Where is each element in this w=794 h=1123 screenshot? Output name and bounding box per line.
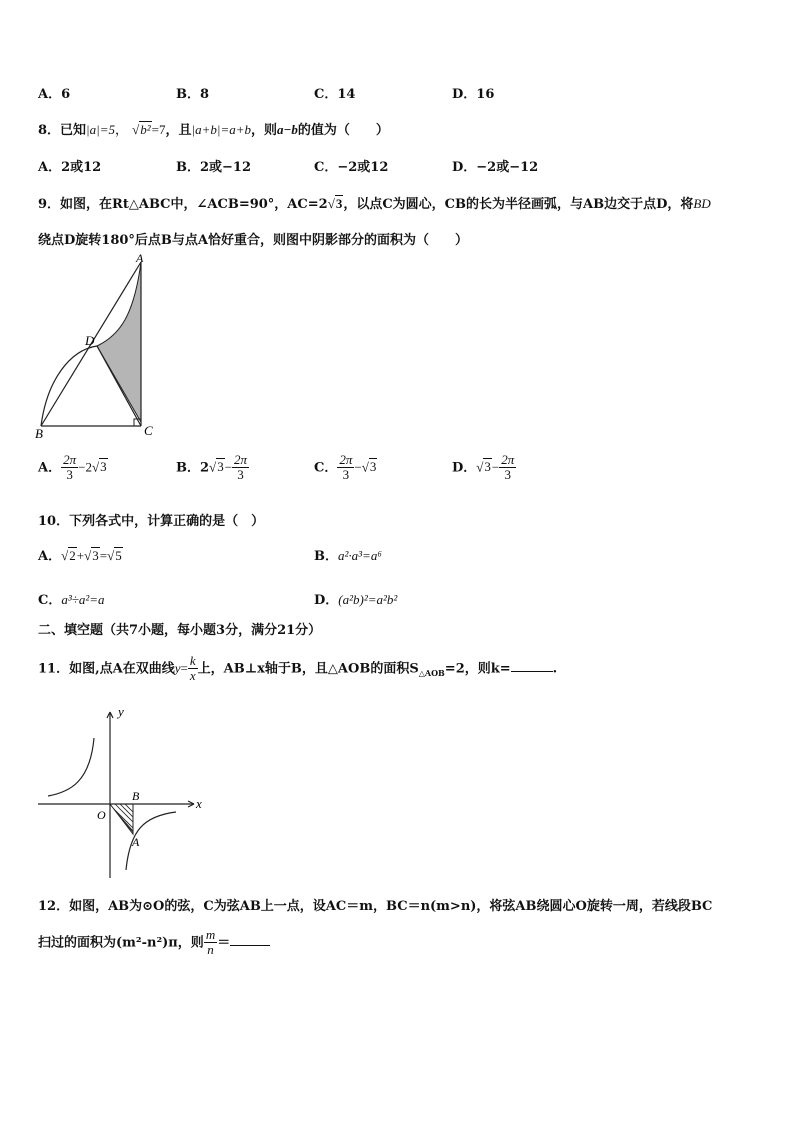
q10-option-b: B．a²·a³=a⁶	[314, 548, 382, 564]
q8-option-c: C．−2或12	[314, 160, 389, 175]
q12-stem-line1: 12．如图，AB为⊙O的弦，C为弦AB上一点，设AC＝m，BC＝n(m>n)，将弦AB绕圆心O旋转一周，若线段BC	[38, 899, 713, 914]
q11-stem: 11．如图,点A在双曲线y= $\frac{k}{x}$ 上，AB⊥x轴于B，且△AOB的面积$S_{\triangle AOB}=2$，则k= .	[38, 653, 558, 684]
q8-option-b: B．2或−12	[176, 160, 252, 175]
q7-option-d: D．16	[452, 87, 495, 102]
q9-option-c: C． $\frac{2\pi}{3}$ −√3	[314, 452, 377, 483]
q9-line1b: ，以点C为圆心，CB的	[343, 197, 480, 212]
q8-eq7: =7	[151, 122, 166, 137]
q8-root: b²	[140, 122, 151, 137]
q9-option-d: D．√3− $\frac{2\pi}{3}$	[452, 452, 515, 483]
q8-option-a: A．2或12	[38, 160, 102, 175]
q7-option-c: C．14	[314, 87, 356, 102]
q10-option-a: A．√2+√3=√5	[38, 548, 122, 564]
q10-option-d: D．(a²b)²=a²b²	[314, 592, 398, 608]
q12-answer-blank[interactable]	[230, 933, 270, 946]
q9-shaded-region	[97, 262, 141, 422]
q11-label-y: y	[118, 704, 124, 719]
q11-hyperbola-branch-left	[48, 738, 94, 796]
q7-option-a: A．6	[38, 87, 71, 102]
q8-rest: =a+b	[220, 122, 251, 137]
q8-sep: ，	[114, 123, 128, 138]
q9-label-d: D	[85, 333, 95, 348]
q8-mid: ，且	[165, 123, 192, 138]
q9-option-a: A． $\frac{2\pi}{3}$ −2√3	[38, 452, 107, 483]
q8-tail: ，则	[251, 123, 278, 138]
section-fill-in-heading: 二、填空题（共7小题，每小题3分，满分21分）	[38, 623, 322, 638]
q8-option-d: D．−2或−12	[452, 160, 539, 175]
q9-line1a: 9．如图，在Rt△ABC中，∠ACB=90°，AC=2	[38, 197, 328, 212]
q7-option-b: B．8	[176, 87, 210, 102]
q10-option-c: C．a³÷a²=a	[38, 592, 105, 608]
q8-stem: 8．已知|a|=5， √b²=7，且|a+b|=a+b，则a−b的值为（ ）	[38, 122, 389, 138]
q8-abs-a: |a|=5	[86, 122, 115, 137]
q9-stem-line1: 9．如图，在Rt△ABC中，∠ACB=90°，AC=2√3，以点C为圆心，CB的长为半径画弧，与AB边交于点D，将BD	[38, 196, 711, 212]
q9-option-b: B．2√3− $\frac{2\pi}{3}$	[176, 452, 248, 483]
q11-hatching	[114, 804, 133, 832]
q9-arc-bd-curve	[41, 346, 97, 426]
q9-stem-line2: 绕点D旋转180°后点B与点A恰好重合，则图中阴影部分的面积为（ ）	[38, 233, 468, 248]
q8-end: 的值为（ ）	[297, 123, 389, 138]
q11-label-o: O	[97, 808, 106, 822]
q9-label-a: A	[136, 251, 144, 265]
q9-label-c: C	[144, 423, 153, 438]
q9-label-b: B	[35, 426, 43, 440]
q11-answer-blank[interactable]	[511, 659, 553, 672]
q11-label-a: A	[132, 835, 140, 849]
q11-label-b: B	[132, 789, 140, 803]
q12-stem-line2: 扫过的面积为(m²-n²)π，则 $\frac{m}{n}$ ＝	[38, 928, 270, 958]
q9-line1c: 长为半径画弧，与AB边交于点D，将	[479, 197, 694, 212]
q10-stem: 10．下列各式中，计算正确的是（ ）	[38, 514, 265, 529]
q11-label-x: x	[196, 796, 202, 811]
q9-figure	[30, 250, 160, 440]
q11-figure	[30, 700, 210, 885]
q8-abs-ab: |a+b|	[191, 122, 221, 137]
q9-arc-bd: BD	[693, 196, 711, 211]
q8-prefix: 8．已知	[38, 123, 87, 138]
q8-expr: a−b	[277, 122, 298, 137]
q9-root: 3	[335, 196, 343, 211]
